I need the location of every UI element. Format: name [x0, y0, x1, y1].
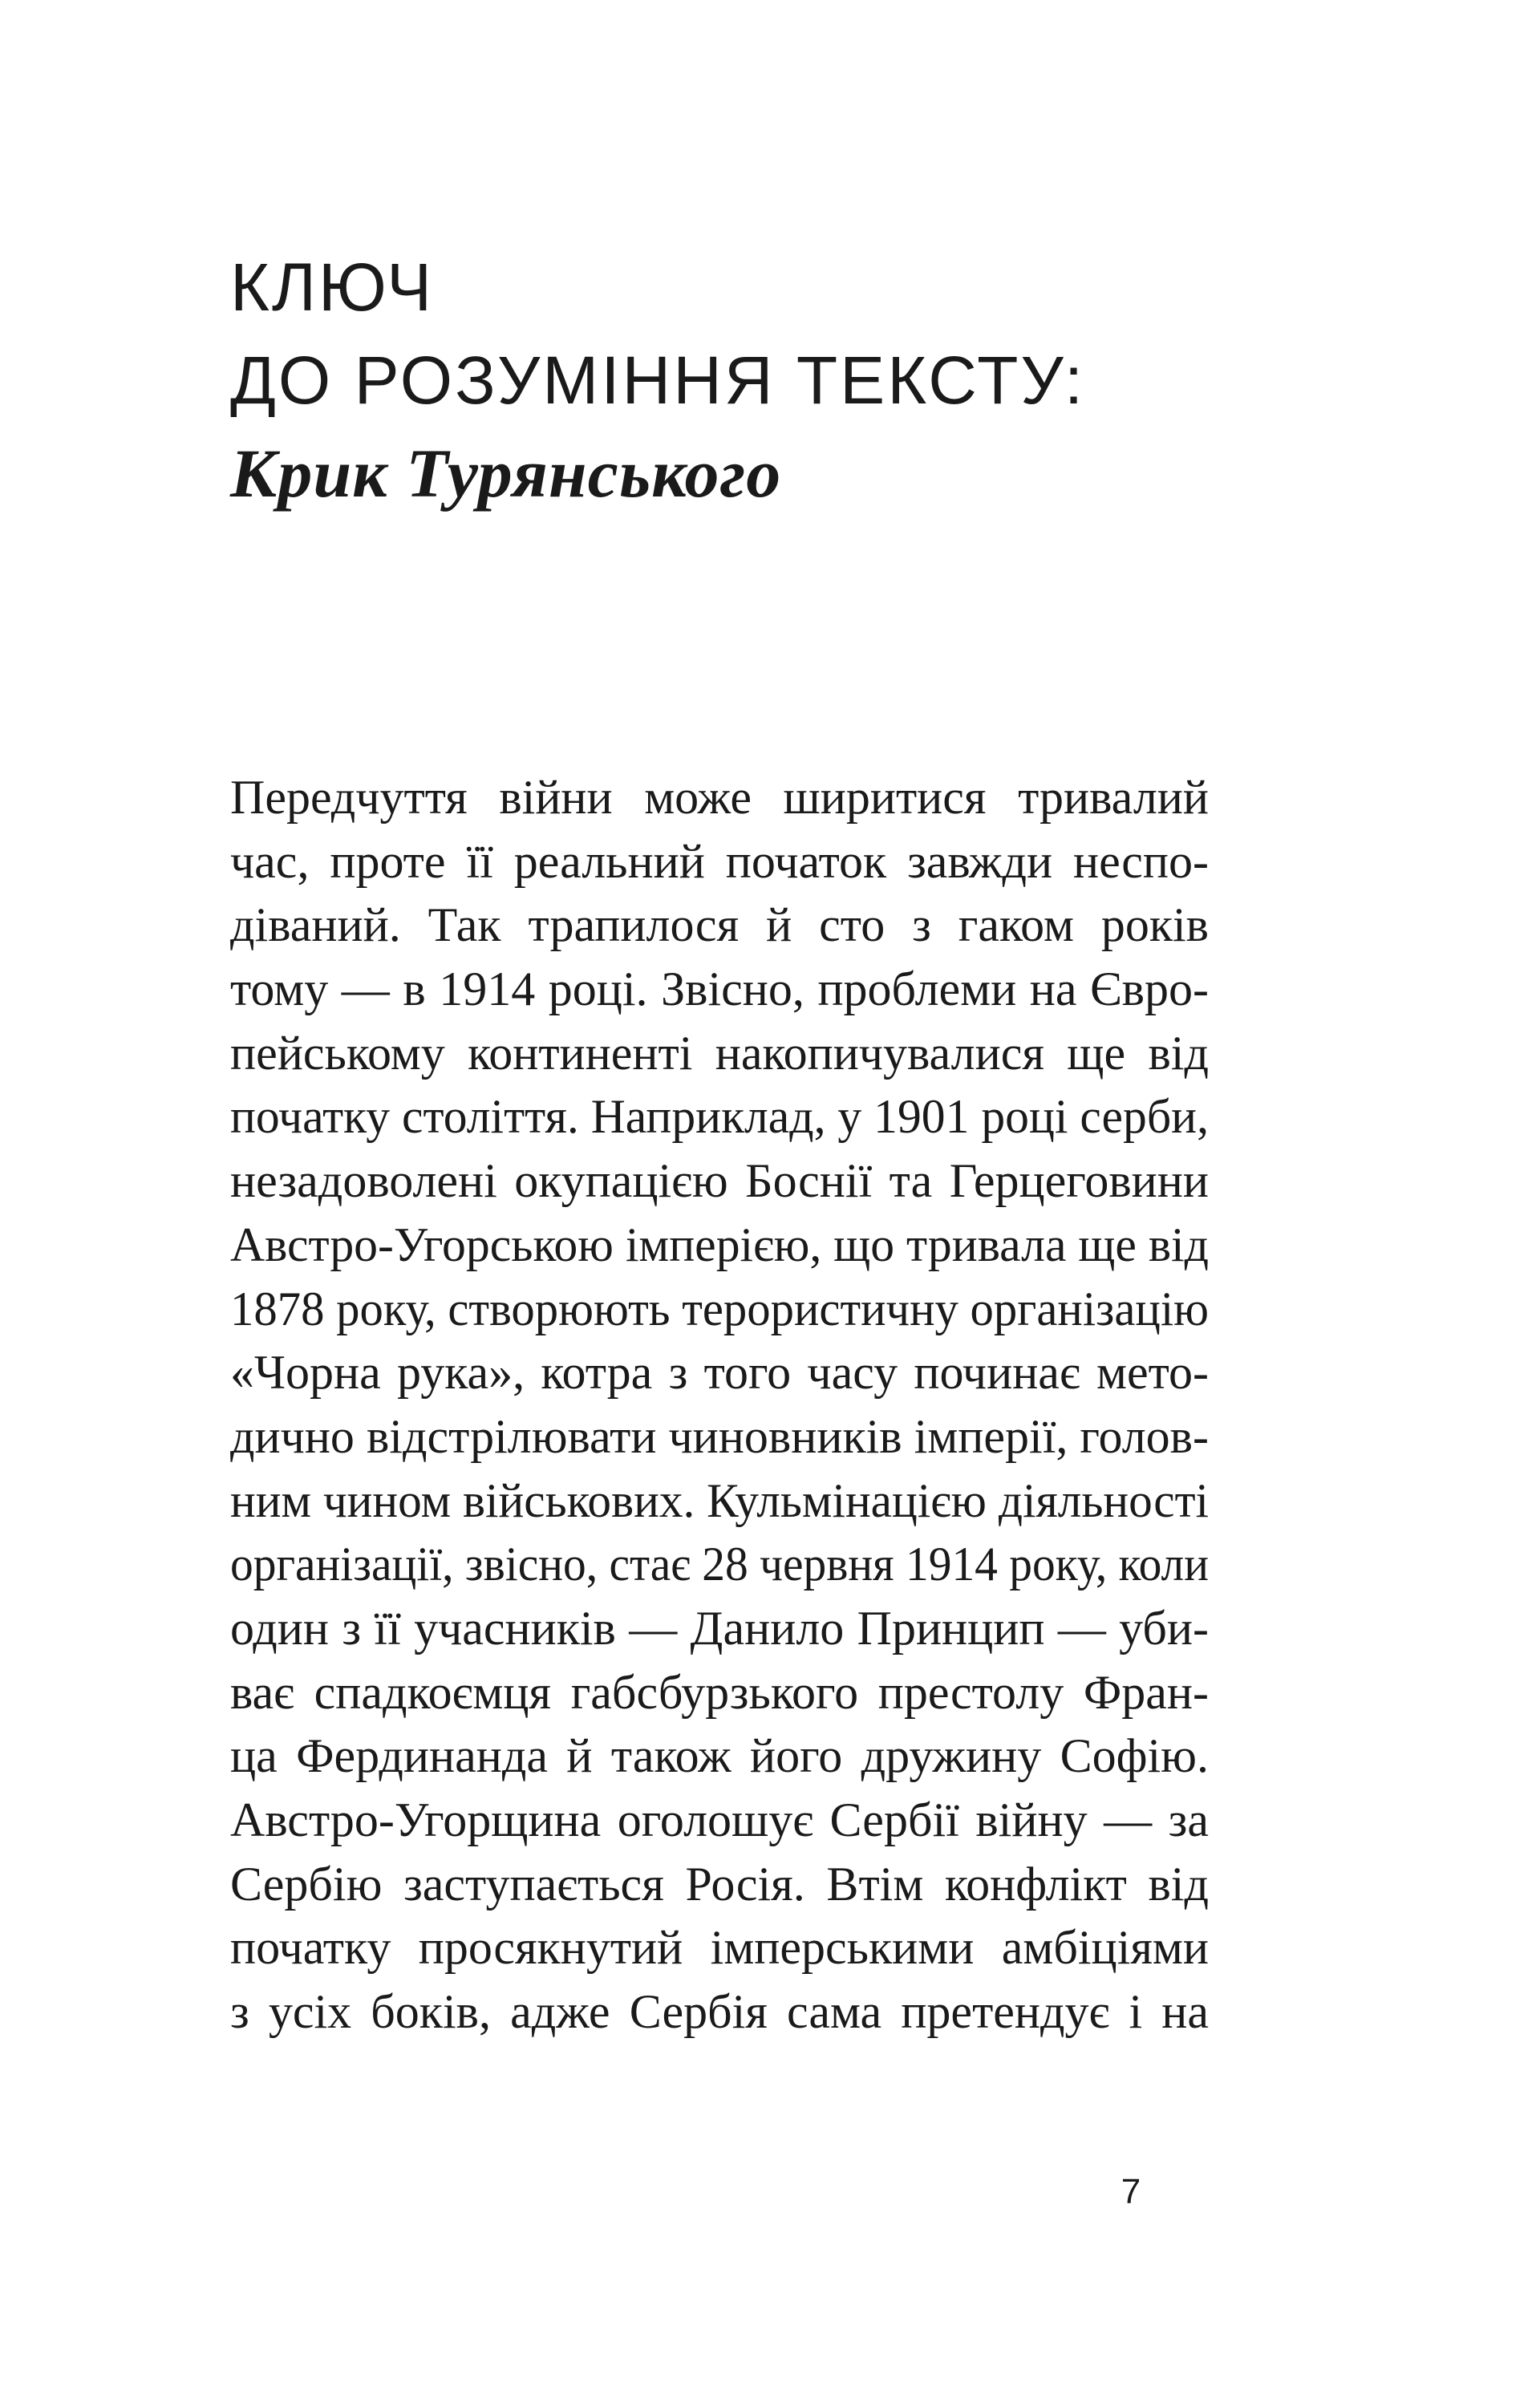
text-line: початку століття. Наприклад, у 1901 році серби, — [230, 1090, 1209, 1144]
text-line: тому — в 1914 році. Звісно, проблеми на Євро- — [230, 962, 1209, 1016]
chapter-heading — [230, 241, 1273, 520]
text-line: «Чорна рука», котра з того часу починає мето- — [230, 1346, 1209, 1400]
text-line: Австро-Угорською імперією, що тривала ще від — [230, 1218, 1209, 1271]
page-number: 7 — [1121, 2172, 1141, 2211]
text-line: 1878 року, створюють терористичну організацію — [230, 1282, 1209, 1335]
text-line: ца Фердинанда й також його дружину Софію. — [230, 1729, 1209, 1783]
text-line: ває спадкоємця габсбурзького престолу Фран- — [230, 1665, 1209, 1719]
text-line: незадоволені окупацією Боснії та Герцеговини — [230, 1154, 1209, 1208]
text-line: Передчуття війни може ширитися тривалий — [230, 771, 1209, 824]
text-line: дично відстрілювати чиновників імперії, голов- — [230, 1409, 1209, 1463]
text-line: один з її учасників — Данило Принцип — уби- — [230, 1601, 1209, 1655]
text-line: ним чином військових. Кульмінацією діяльності — [230, 1473, 1209, 1527]
text-line: час, проте її реальний початок завжди неспо- — [230, 834, 1209, 888]
text-line: організації, звісно, стає 28 червня 1914 року, коли — [230, 1538, 1209, 1591]
text-line: пейському континенті накопичувалися ще від — [230, 1026, 1209, 1080]
body-paragraph — [230, 766, 1209, 2044]
heading-subtitle: Крик Турянського — [230, 435, 782, 512]
text-line: Сербію заступається Росія. Втім конфлікт від — [230, 1857, 1209, 1911]
heading-line-2: ДО РОЗУМІННЯ ТЕКСТУ: — [230, 342, 1086, 418]
text-line: діваний. Так трапилося й сто з гаком років — [230, 898, 1209, 952]
text-line: з усіх боків, адже Сербія сама претендує і на — [230, 1985, 1209, 2039]
text-line: Австро-Угорщина оголошує Сербії війну — за — [230, 1793, 1209, 1846]
text-line: початку просякнутий імперськими амбіціями — [230, 1921, 1209, 1975]
heading-line-1: КЛЮЧ — [230, 249, 435, 325]
